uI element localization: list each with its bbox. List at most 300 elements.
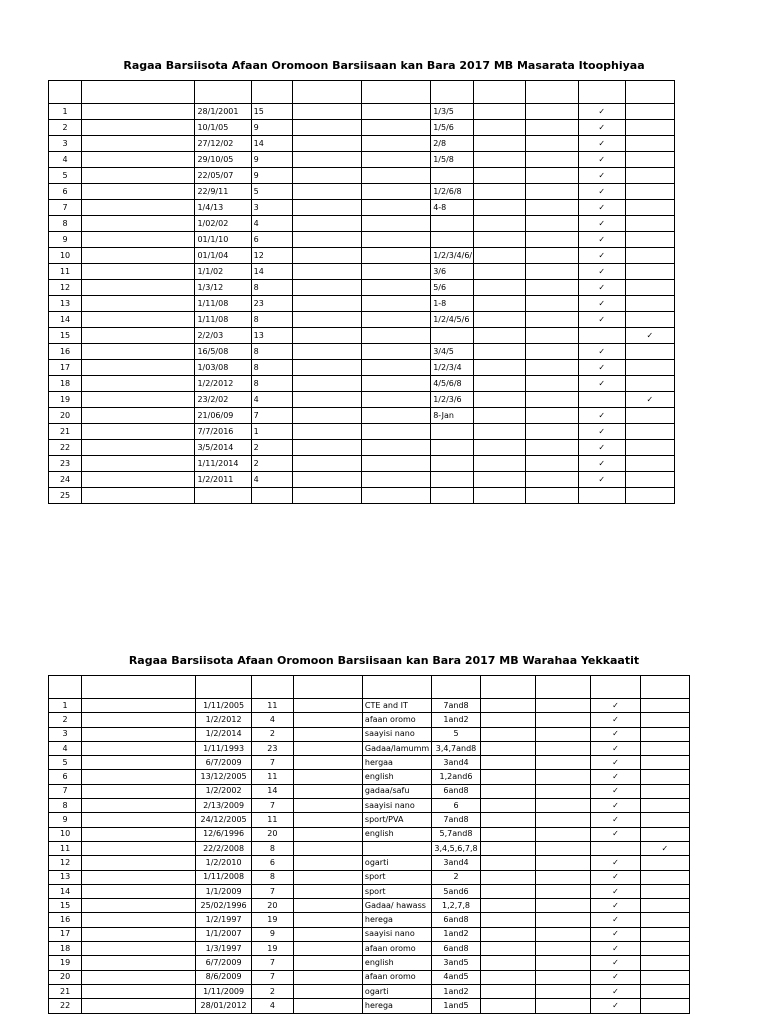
table-row: [49, 913, 690, 927]
check-cell: [625, 120, 674, 136]
table-cell: [526, 328, 578, 344]
check-cell: ✓: [578, 360, 625, 376]
table-cell: [292, 184, 361, 200]
table-cell: [526, 296, 578, 312]
table-cell: [526, 376, 578, 392]
table-cell: 1/2/2012: [195, 376, 251, 392]
table-cell: [535, 970, 590, 984]
check-cell: [625, 264, 674, 280]
table-cell: [526, 408, 578, 424]
table-cell: [535, 999, 590, 1013]
table-cell: 6: [49, 770, 82, 784]
table-cell: [361, 456, 430, 472]
table-row: [49, 770, 690, 784]
table-cell: [293, 770, 362, 784]
table-cell: saayisi nano: [362, 799, 431, 813]
table-cell: 19: [49, 956, 82, 970]
table-cell: 21: [49, 984, 82, 998]
table-cell: [82, 741, 196, 755]
table-cell: [292, 328, 361, 344]
table-cell: [361, 168, 430, 184]
table-cell: 9: [252, 927, 293, 941]
table-cell: [480, 856, 535, 870]
table-cell: [480, 970, 535, 984]
table-cell: 1/2/6/8: [431, 184, 474, 200]
column-header: [293, 676, 362, 699]
table-cell: Gadaa/ hawass: [362, 899, 431, 913]
table-cell: afaan oromo: [362, 713, 431, 727]
table-cell: [526, 152, 578, 168]
check-cell: ✓: [591, 970, 640, 984]
table-cell: [474, 248, 526, 264]
table-cell: Gadaa/lamumm: [362, 741, 431, 755]
check-cell: [640, 827, 689, 841]
table-cell: [361, 264, 430, 280]
table-cell: 1/11/2014: [195, 456, 251, 472]
table-cell: [474, 152, 526, 168]
table-cell: [292, 120, 361, 136]
table-row: [49, 870, 690, 884]
table-cell: 8: [251, 376, 292, 392]
column-header: [625, 81, 674, 104]
table-cell: [361, 472, 430, 488]
table-row: [49, 168, 675, 184]
table-cell: [82, 799, 196, 813]
table-cell: [82, 392, 195, 408]
table-cell: [82, 440, 195, 456]
table-cell: 12: [49, 856, 82, 870]
table-cell: [82, 784, 196, 798]
table-cell: 5: [49, 168, 82, 184]
table-cell: [474, 456, 526, 472]
table-cell: [526, 360, 578, 376]
column-header: [432, 676, 480, 699]
table-row: [49, 328, 675, 344]
table-cell: [474, 296, 526, 312]
table-cell: [82, 472, 195, 488]
table-cell: 22/2/2008: [195, 841, 251, 855]
check-cell: ✓: [591, 713, 640, 727]
table-cell: [480, 999, 535, 1013]
table-cell: 1and2: [432, 927, 480, 941]
table-row: [49, 200, 675, 216]
table-row: [49, 312, 675, 328]
table-cell: 5and6: [432, 884, 480, 898]
table-cell: 19: [252, 942, 293, 956]
table-cell: [82, 699, 196, 713]
table-cell: 1/11/2009: [195, 984, 251, 998]
table-cell: 8-Jan: [431, 408, 474, 424]
check-cell: ✓: [591, 756, 640, 770]
table-cell: 1/4/13: [195, 200, 251, 216]
check-cell: [640, 741, 689, 755]
check-cell: ✓: [591, 741, 640, 755]
table-cell: 3: [49, 136, 82, 152]
table-row: [49, 360, 675, 376]
check-cell: ✓: [578, 408, 625, 424]
table-cell: hergaa: [362, 756, 431, 770]
table-cell: 20: [252, 899, 293, 913]
table-cell: english: [362, 956, 431, 970]
table-cell: [361, 296, 430, 312]
table-cell: [293, 942, 362, 956]
table-cell: [293, 799, 362, 813]
table-cell: [526, 280, 578, 296]
table-cell: gadaa/safu: [362, 784, 431, 798]
table-cell: [293, 727, 362, 741]
table-cell: 8: [49, 216, 82, 232]
table-cell: 21/06/09: [195, 408, 251, 424]
table-cell: 11: [252, 813, 293, 827]
table-row: [49, 136, 675, 152]
table-cell: [292, 248, 361, 264]
table-cell: 19: [49, 392, 82, 408]
sheet-title-warahaa: Ragaa Barsiisota Afaan Oromoon Barsiisaan kan Bara 2017 MB Warahaa Yekkaatit: [128, 654, 640, 667]
table-cell: 24: [49, 472, 82, 488]
table-cell: [293, 841, 362, 855]
table-cell: [361, 248, 430, 264]
table-cell: [474, 200, 526, 216]
table-cell: herega: [362, 913, 431, 927]
check-cell: [625, 184, 674, 200]
table-cell: 1/3/1997: [195, 942, 251, 956]
table-cell: [431, 472, 474, 488]
table-cell: 3: [49, 727, 82, 741]
table-cell: 6: [252, 856, 293, 870]
table-cell: [292, 440, 361, 456]
table-cell: [82, 408, 195, 424]
table-cell: 8: [251, 312, 292, 328]
table-cell: 11: [49, 841, 82, 855]
table-cell: 4and5: [432, 970, 480, 984]
table-cell: 7/7/2016: [195, 424, 251, 440]
table-cell: 5: [432, 727, 480, 741]
table-cell: 7: [251, 408, 292, 424]
table-cell: [293, 970, 362, 984]
table-cell: [82, 770, 196, 784]
check-cell: [625, 296, 674, 312]
table-cell: [535, 942, 590, 956]
table-cell: 12: [49, 280, 82, 296]
table-cell: [535, 899, 590, 913]
table-cell: 8: [252, 870, 293, 884]
table-cell: sport/PVA: [362, 813, 431, 827]
table-cell: [474, 232, 526, 248]
table-cell: 9: [251, 152, 292, 168]
table-cell: 7: [49, 784, 82, 798]
table-cell: [293, 899, 362, 913]
table-cell: [361, 152, 430, 168]
table-cell: 1/2/2010: [195, 856, 251, 870]
table-cell: [82, 899, 196, 913]
table-cell: [431, 456, 474, 472]
table-cell: 7: [252, 956, 293, 970]
table-cell: 8: [252, 841, 293, 855]
table-cell: [361, 408, 430, 424]
check-cell: [640, 756, 689, 770]
check-cell: ✓: [591, 884, 640, 898]
check-cell: [640, 984, 689, 998]
table-cell: 25: [49, 488, 82, 504]
table-row: [49, 120, 675, 136]
table-cell: [292, 488, 361, 504]
check-cell: ✓: [591, 727, 640, 741]
check-cell: ✓: [578, 312, 625, 328]
table-cell: [480, 942, 535, 956]
table-cell: [535, 841, 590, 855]
table-cell: [526, 344, 578, 360]
table-cell: 5,7and8: [432, 827, 480, 841]
table-cell: 13: [49, 296, 82, 312]
table-cell: [362, 841, 431, 855]
table-cell: [292, 200, 361, 216]
table-cell: 6/7/2009: [195, 756, 251, 770]
check-cell: ✓: [591, 770, 640, 784]
table-cell: 2/2/03: [195, 328, 251, 344]
table-cell: 23: [49, 456, 82, 472]
table-cell: 3,4,7and8: [432, 741, 480, 755]
table-cell: [82, 424, 195, 440]
table-cell: 8/6/2009: [195, 970, 251, 984]
table-cell: 1/2/2012: [195, 713, 251, 727]
table-cell: [526, 488, 578, 504]
table-cell: [474, 280, 526, 296]
check-cell: [640, 870, 689, 884]
table-cell: [82, 856, 196, 870]
table-row: [49, 756, 690, 770]
table-cell: 11: [252, 699, 293, 713]
table-cell: 18: [49, 376, 82, 392]
check-cell: [625, 312, 674, 328]
table-cell: [535, 870, 590, 884]
table-cell: 5: [49, 756, 82, 770]
table-cell: afaan oromo: [362, 942, 431, 956]
table-cell: 1/11/08: [195, 296, 251, 312]
table-row: [49, 488, 675, 504]
table-cell: 2: [49, 713, 82, 727]
table-cell: afaan oromo: [362, 970, 431, 984]
table-cell: 1/2/2014: [195, 727, 251, 741]
table-cell: [82, 248, 195, 264]
table-cell: [474, 136, 526, 152]
table-cell: [292, 232, 361, 248]
teachers-table-masarata: [48, 80, 675, 504]
table-cell: [535, 984, 590, 998]
check-cell: ✓: [578, 344, 625, 360]
table-cell: [480, 884, 535, 898]
check-cell: [625, 440, 674, 456]
table-cell: [474, 440, 526, 456]
table-row: [49, 392, 675, 408]
table-cell: 1/1/02: [195, 264, 251, 280]
table-cell: 1/2/3/4: [431, 360, 474, 376]
table-cell: 13/12/2005: [195, 770, 251, 784]
table-cell: 1: [49, 699, 82, 713]
column-header: [292, 81, 361, 104]
table-cell: 15: [251, 104, 292, 120]
table-cell: 16: [49, 913, 82, 927]
table-cell: 18: [49, 942, 82, 956]
table-cell: [526, 440, 578, 456]
table-cell: [480, 927, 535, 941]
table-cell: 6: [432, 799, 480, 813]
table-row: [49, 376, 675, 392]
table-cell: [474, 360, 526, 376]
table-cell: [535, 813, 590, 827]
table-cell: [82, 360, 195, 376]
table-row: [49, 344, 675, 360]
teachers-table-warahaa: [48, 675, 690, 1014]
check-cell: [640, 813, 689, 827]
table-cell: 1/2/3/6: [431, 392, 474, 408]
table-cell: 20: [49, 970, 82, 984]
column-header: [640, 676, 689, 699]
table-cell: 1/2/3/4/6/: [431, 248, 474, 264]
column-header: [526, 81, 578, 104]
table-row: [49, 942, 690, 956]
check-cell: [640, 999, 689, 1013]
table-cell: [82, 456, 195, 472]
table-row: [49, 296, 675, 312]
table-cell: 8: [251, 344, 292, 360]
table-cell: [480, 984, 535, 998]
table-cell: [82, 927, 196, 941]
table-cell: [526, 104, 578, 120]
table-cell: 1and5: [432, 999, 480, 1013]
table-cell: [292, 408, 361, 424]
table-cell: [82, 756, 196, 770]
table-cell: 1/11/2005: [195, 699, 251, 713]
table-cell: [526, 392, 578, 408]
table-cell: 14: [252, 784, 293, 798]
table-cell: [526, 232, 578, 248]
table-cell: 29/10/05: [195, 152, 251, 168]
check-cell: [578, 328, 625, 344]
table-cell: 6and8: [432, 784, 480, 798]
table-cell: 9: [251, 168, 292, 184]
table-cell: [293, 713, 362, 727]
table-cell: [292, 168, 361, 184]
table-cell: english: [362, 827, 431, 841]
table-cell: 8: [251, 360, 292, 376]
table-cell: [361, 424, 430, 440]
check-cell: ✓: [578, 120, 625, 136]
table-cell: [82, 727, 196, 741]
column-header: [252, 676, 293, 699]
header-row: [49, 81, 675, 104]
table-cell: 10: [49, 248, 82, 264]
table-cell: [480, 870, 535, 884]
table-cell: 01/1/10: [195, 232, 251, 248]
table-cell: [292, 136, 361, 152]
table-cell: [82, 942, 196, 956]
table-cell: 5: [251, 184, 292, 200]
table-cell: [480, 899, 535, 913]
table-cell: [474, 216, 526, 232]
table-cell: [361, 360, 430, 376]
check-cell: [625, 280, 674, 296]
table-cell: [292, 344, 361, 360]
table-cell: [535, 884, 590, 898]
table-cell: [526, 472, 578, 488]
check-cell: ✓: [640, 841, 689, 855]
table-cell: 12/6/1996: [195, 827, 251, 841]
table-cell: 25/02/1996: [195, 899, 251, 913]
column-header: [49, 676, 82, 699]
check-cell: [640, 713, 689, 727]
table-cell: [82, 184, 195, 200]
table-cell: [535, 784, 590, 798]
table-cell: 14: [251, 136, 292, 152]
table-cell: [480, 784, 535, 798]
check-cell: ✓: [625, 328, 674, 344]
table-cell: 23: [251, 296, 292, 312]
table-cell: [431, 328, 474, 344]
table-cell: 1/5/8: [431, 152, 474, 168]
table-cell: 6and8: [432, 942, 480, 956]
table-cell: 6: [49, 184, 82, 200]
table-row: [49, 216, 675, 232]
table-cell: [82, 956, 196, 970]
check-cell: ✓: [591, 799, 640, 813]
table-cell: [431, 168, 474, 184]
table-row: [49, 956, 690, 970]
table-cell: [361, 392, 430, 408]
table-cell: [293, 870, 362, 884]
table-cell: [293, 813, 362, 827]
table-row: [49, 841, 690, 855]
table-row: [49, 799, 690, 813]
table-cell: 4: [252, 999, 293, 1013]
table-cell: 1-8: [431, 296, 474, 312]
table-cell: 19: [252, 913, 293, 927]
check-cell: ✓: [578, 424, 625, 440]
table-cell: [361, 488, 430, 504]
table-cell: 3/6: [431, 264, 474, 280]
table-cell: [361, 312, 430, 328]
table-cell: 16/5/08: [195, 344, 251, 360]
table-cell: [361, 184, 430, 200]
table-cell: 3and4: [432, 756, 480, 770]
check-cell: [640, 727, 689, 741]
table-cell: [82, 136, 195, 152]
check-cell: [625, 136, 674, 152]
table-cell: 13: [49, 870, 82, 884]
table-cell: 2: [252, 727, 293, 741]
table-row: [49, 884, 690, 898]
table-cell: 1/2/4/5/6: [431, 312, 474, 328]
table-cell: [292, 424, 361, 440]
table-cell: [293, 984, 362, 998]
table-cell: [526, 136, 578, 152]
table-cell: [82, 280, 195, 296]
table-cell: [361, 120, 430, 136]
table-cell: 17: [49, 360, 82, 376]
check-cell: ✓: [578, 376, 625, 392]
table-row: [49, 264, 675, 280]
table-cell: [293, 756, 362, 770]
check-cell: [625, 360, 674, 376]
table-cell: 3and5: [432, 956, 480, 970]
table-cell: 6/7/2009: [195, 956, 251, 970]
check-cell: ✓: [578, 232, 625, 248]
check-cell: ✓: [591, 942, 640, 956]
table-cell: [535, 713, 590, 727]
column-header: [82, 81, 195, 104]
table-cell: [292, 280, 361, 296]
table-cell: [361, 328, 430, 344]
table-cell: 8: [49, 799, 82, 813]
